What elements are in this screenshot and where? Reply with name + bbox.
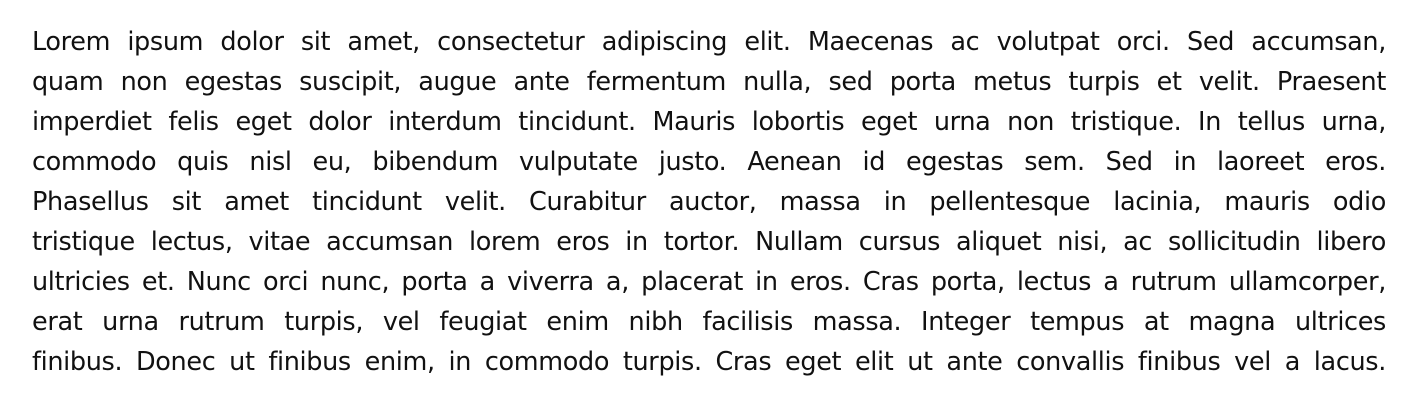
paragraph-line: Phasellus sit amet tincidunt velit. Curabitur auctor, massa in pellentesque lacinia, mauris odio [32,187,1386,217]
document-body [32,22,1386,382]
paragraph-line: tristique lectus, vitae accumsan lorem eros in tortor. Nullam cursus aliquet nisi, ac sollicitudin libero [32,227,1386,257]
paragraph-line: Lorem ipsum dolor sit amet, consectetur adipiscing elit. Maecenas ac volutpat orci. Sed accumsan, [32,27,1386,57]
paragraph-line: imperdiet felis eget dolor interdum tincidunt. Mauris lobortis eget urna non tristique. In tellus urna, [32,107,1386,137]
paragraph [32,22,1386,382]
paragraph-line: finibus. Donec ut finibus enim, in commodo turpis. Cras eget elit ut ante convallis finibus vel a lacus. [32,347,1386,377]
paragraph-line: quam non egestas suscipit, augue ante fermentum nulla, sed porta metus turpis et velit. Praesent [32,67,1386,97]
paragraph-line: erat urna rutrum turpis, vel feugiat enim nibh facilisis massa. Integer tempus at magna ultrices [32,307,1386,337]
paragraph-line: commodo quis nisl eu, bibendum vulputate justo. Aenean id egestas sem. Sed in laoreet eros. [32,147,1386,177]
paragraph-line: ultricies et. Nunc orci nunc, porta a viverra a, placerat in eros. Cras porta, lectus a rutrum ullamcorper, [32,267,1386,297]
